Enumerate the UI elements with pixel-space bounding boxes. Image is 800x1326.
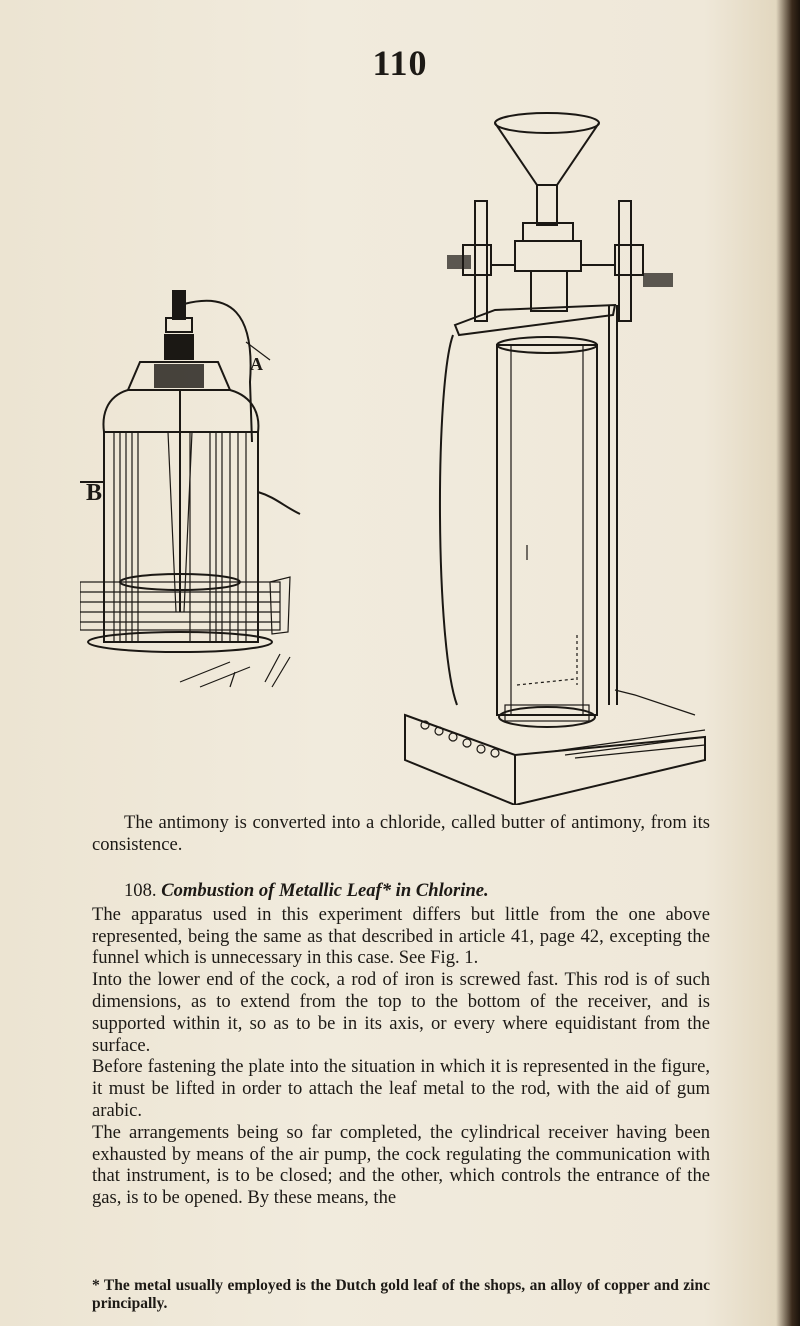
section-text-block [92,880,710,1209]
funnel-apparatus-illustration [395,105,715,805]
section-heading [92,880,710,902]
figure-label-b: B [86,480,103,506]
figure-label-a: A [250,354,263,374]
footnote: * The metal usually employed is the Dutch gold leaf of the shops, an alloy of copper and zinc principally. [92,1277,710,1312]
paragraph-2: Into the lower end of the cock, a rod of iron is screwed fast. This rod is of such dimensions, as to extend from the top to the bottom of the receiver, and is supported within it, so as to be in its axis, or every where equidistant from the surface. [92,969,710,1056]
caption-paragraph: The antimony is converted into a chloride, called butter of antimony, from its consistence. [92,812,710,855]
caption-text-block [92,812,710,856]
paragraph-4: The arrangements being so far completed, the cylindrical receiver having been exhausted by means of the air pump, the cock regulating the communication with that instrument, is to be closed; and the other, which controls the entrance of the gas, is to be opened. By these means, the [92,1121,710,1209]
page-number: 110 [372,43,428,83]
paragraph-3: Before fastening the plate into the situation in which it is represented in the figure, it must be lifted in order to attach the leaf metal to the rod, with the aid of gum arabic. [92,1056,710,1121]
section-title: Combustion of Metallic Leaf* in Chlorine. [161,880,489,901]
receiver-illustration [80,282,320,712]
section-number: 108. [124,880,157,901]
paragraph-1: The apparatus used in this experiment differs but little from the one above represented, being the same as that described in article 41, page 42, excepting the funnel which is unnecessary in this case. See Fig. 1. [92,903,710,969]
